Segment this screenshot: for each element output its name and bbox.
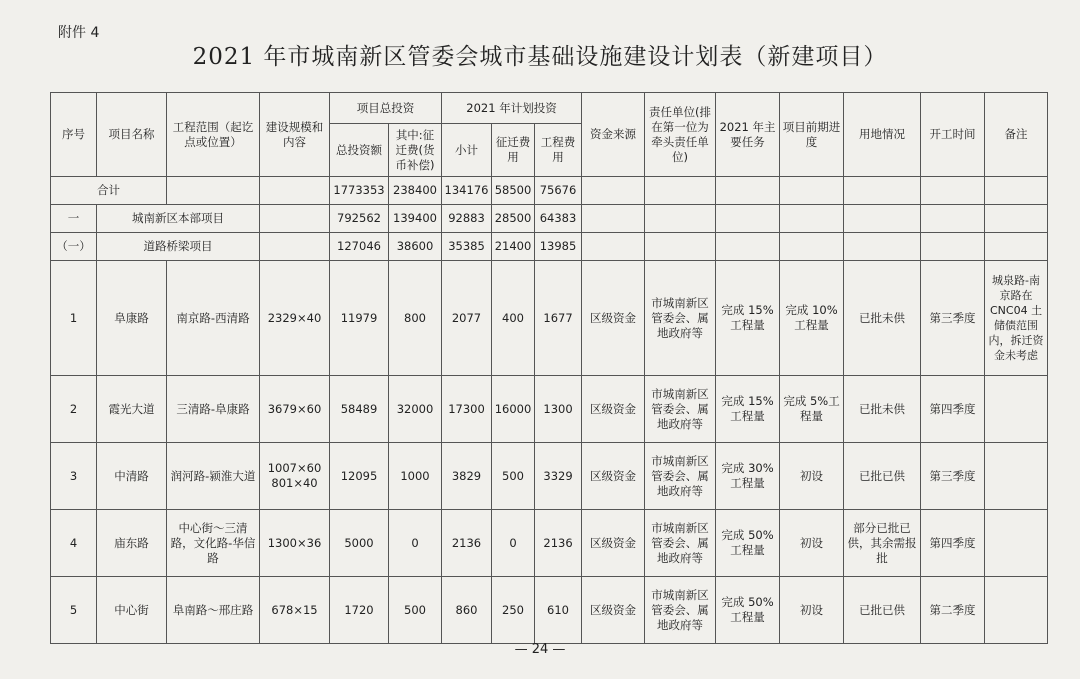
row-fund: 区级资金 bbox=[582, 510, 645, 577]
row-fund: 区级资金 bbox=[582, 376, 645, 443]
header-fund: 资金来源 bbox=[582, 93, 645, 177]
summary-seq: （一） bbox=[51, 233, 97, 261]
header-progress: 项目前期进度 bbox=[780, 93, 844, 177]
row-scope: 中心街～三清路，文化路-华信路 bbox=[167, 510, 260, 577]
header-resp: 责任单位(排在第一位为牵头责任单位) bbox=[645, 93, 716, 177]
row-task: 完成 50%工程量 bbox=[716, 577, 780, 644]
row-task: 完成 50%工程量 bbox=[716, 510, 780, 577]
summary-demo: 139400 bbox=[389, 205, 442, 233]
attachment-label: 附件 4 bbox=[58, 25, 100, 41]
header-scope: 工程范围（起讫点或位置） bbox=[167, 93, 260, 177]
header-seq: 序号 bbox=[51, 93, 97, 177]
row-total: 1720 bbox=[330, 577, 389, 644]
row-progress: 初设 bbox=[780, 443, 844, 510]
row-pdemo: 16000 bbox=[492, 376, 535, 443]
row-pdemo: 0 bbox=[492, 510, 535, 577]
table-row bbox=[51, 510, 1048, 577]
row-seq: 1 bbox=[51, 261, 97, 376]
summary-sub: 92883 bbox=[442, 205, 492, 233]
row-sub: 2136 bbox=[442, 510, 492, 577]
summary-row-subsection bbox=[51, 233, 1048, 261]
row-task: 完成 30%工程量 bbox=[716, 443, 780, 510]
summary-sub: 134176 bbox=[442, 177, 492, 205]
row-sub: 2077 bbox=[442, 261, 492, 376]
row-fund: 区级资金 bbox=[582, 443, 645, 510]
row-seq: 3 bbox=[51, 443, 97, 510]
summary-label: 合计 bbox=[51, 177, 167, 205]
row-peng: 610 bbox=[535, 577, 582, 644]
header-name: 项目名称 bbox=[97, 93, 167, 177]
row-task: 完成 15%工程量 bbox=[716, 261, 780, 376]
row-scope: 南京路-西清路 bbox=[167, 261, 260, 376]
header-total-invest: 总投资额 bbox=[330, 124, 389, 177]
header-plan-subtotal: 小计 bbox=[442, 124, 492, 177]
row-scope: 阜南路～邢庄路 bbox=[167, 577, 260, 644]
row-resp: 市城南新区管委会、属地政府等 bbox=[645, 261, 716, 376]
header-remark: 备注 bbox=[985, 93, 1048, 177]
row-resp: 市城南新区管委会、属地政府等 bbox=[645, 443, 716, 510]
row-remark bbox=[985, 510, 1048, 577]
row-seq: 4 bbox=[51, 510, 97, 577]
summary-row-total bbox=[51, 177, 1048, 205]
row-start: 第四季度 bbox=[921, 376, 985, 443]
summary-sub: 35385 bbox=[442, 233, 492, 261]
row-progress: 完成 10%工程量 bbox=[780, 261, 844, 376]
summary-total: 1773353 bbox=[330, 177, 389, 205]
row-name: 霞光大道 bbox=[97, 376, 167, 443]
header-plan-group: 2021 年计划投资 bbox=[442, 93, 582, 124]
table-row bbox=[51, 577, 1048, 644]
summary-row-section bbox=[51, 205, 1048, 233]
row-land: 已批已供 bbox=[844, 443, 921, 510]
row-start: 第四季度 bbox=[921, 510, 985, 577]
summary-pdemo: 21400 bbox=[492, 233, 535, 261]
row-scale: 2329×40 bbox=[260, 261, 330, 376]
summary-demo: 38600 bbox=[389, 233, 442, 261]
row-scale: 678×15 bbox=[260, 577, 330, 644]
row-sub: 17300 bbox=[442, 376, 492, 443]
document-title: 2021 年市城南新区管委会城市基础设施建设计划表（新建项目） bbox=[192, 44, 888, 70]
summary-label: 城南新区本部项目 bbox=[97, 205, 260, 233]
summary-seq: 一 bbox=[51, 205, 97, 233]
summary-pdemo: 58500 bbox=[492, 177, 535, 205]
row-land: 已批已供 bbox=[844, 577, 921, 644]
row-resp: 市城南新区管委会、属地政府等 bbox=[645, 376, 716, 443]
row-peng: 3329 bbox=[535, 443, 582, 510]
row-total: 12095 bbox=[330, 443, 389, 510]
row-demo: 800 bbox=[389, 261, 442, 376]
summary-demo: 238400 bbox=[389, 177, 442, 205]
row-scale: 3679×60 bbox=[260, 376, 330, 443]
row-total: 5000 bbox=[330, 510, 389, 577]
row-seq: 2 bbox=[51, 376, 97, 443]
row-land: 已批未供 bbox=[844, 261, 921, 376]
row-pdemo: 250 bbox=[492, 577, 535, 644]
header-task: 2021 年主要任务 bbox=[716, 93, 780, 177]
row-sub: 860 bbox=[442, 577, 492, 644]
summary-label: 道路桥梁项目 bbox=[97, 233, 260, 261]
row-fund: 区级资金 bbox=[582, 577, 645, 644]
summary-peng: 75676 bbox=[535, 177, 582, 205]
header-plan-demolition: 征迁费用 bbox=[492, 124, 535, 177]
row-demo: 32000 bbox=[389, 376, 442, 443]
page-number: — 24 — bbox=[514, 642, 566, 657]
plan-table bbox=[50, 92, 1048, 644]
row-start: 第三季度 bbox=[921, 261, 985, 376]
row-progress: 初设 bbox=[780, 510, 844, 577]
header-total-group: 项目总投资 bbox=[330, 93, 442, 124]
row-scope: 三清路-阜康路 bbox=[167, 376, 260, 443]
row-total: 11979 bbox=[330, 261, 389, 376]
row-scope: 润河路-颍淮大道 bbox=[167, 443, 260, 510]
row-name: 庙东路 bbox=[97, 510, 167, 577]
row-name: 中清路 bbox=[97, 443, 167, 510]
row-pdemo: 500 bbox=[492, 443, 535, 510]
row-demo: 1000 bbox=[389, 443, 442, 510]
row-remark bbox=[985, 577, 1048, 644]
row-progress: 完成 5%工程量 bbox=[780, 376, 844, 443]
row-seq: 5 bbox=[51, 577, 97, 644]
row-sub: 3829 bbox=[442, 443, 492, 510]
row-scale: 1007×60 801×40 bbox=[260, 443, 330, 510]
row-resp: 市城南新区管委会、属地政府等 bbox=[645, 510, 716, 577]
header-start: 开工时间 bbox=[921, 93, 985, 177]
row-progress: 初设 bbox=[780, 577, 844, 644]
row-total: 58489 bbox=[330, 376, 389, 443]
row-start: 第二季度 bbox=[921, 577, 985, 644]
table-row bbox=[51, 261, 1048, 376]
header-land: 用地情况 bbox=[844, 93, 921, 177]
row-name: 阜康路 bbox=[97, 261, 167, 376]
row-demo: 0 bbox=[389, 510, 442, 577]
summary-pdemo: 28500 bbox=[492, 205, 535, 233]
row-task: 完成 15%工程量 bbox=[716, 376, 780, 443]
row-demo: 500 bbox=[389, 577, 442, 644]
row-remark: 城泉路-南京路在CNC04 土储债范围内，拆迁资金未考虑 bbox=[985, 261, 1048, 376]
table-row bbox=[51, 376, 1048, 443]
row-remark bbox=[985, 376, 1048, 443]
row-peng: 1300 bbox=[535, 376, 582, 443]
row-pdemo: 400 bbox=[492, 261, 535, 376]
row-fund: 区级资金 bbox=[582, 261, 645, 376]
row-remark bbox=[985, 443, 1048, 510]
header-total-demolition: 其中:征迁费(货币补偿) bbox=[389, 124, 442, 177]
row-start: 第三季度 bbox=[921, 443, 985, 510]
header-plan-engineering: 工程费用 bbox=[535, 124, 582, 177]
header-row-1 bbox=[51, 93, 1048, 124]
summary-total: 127046 bbox=[330, 233, 389, 261]
row-resp: 市城南新区管委会、属地政府等 bbox=[645, 577, 716, 644]
summary-peng: 13985 bbox=[535, 233, 582, 261]
row-land: 已批未供 bbox=[844, 376, 921, 443]
summary-total: 792562 bbox=[330, 205, 389, 233]
row-land: 部分已批已供，其余需报批 bbox=[844, 510, 921, 577]
row-scale: 1300×36 bbox=[260, 510, 330, 577]
row-name: 中心街 bbox=[97, 577, 167, 644]
summary-peng: 64383 bbox=[535, 205, 582, 233]
header-scale: 建设规模和内容 bbox=[260, 93, 330, 177]
row-peng: 2136 bbox=[535, 510, 582, 577]
row-peng: 1677 bbox=[535, 261, 582, 376]
table-row bbox=[51, 443, 1048, 510]
